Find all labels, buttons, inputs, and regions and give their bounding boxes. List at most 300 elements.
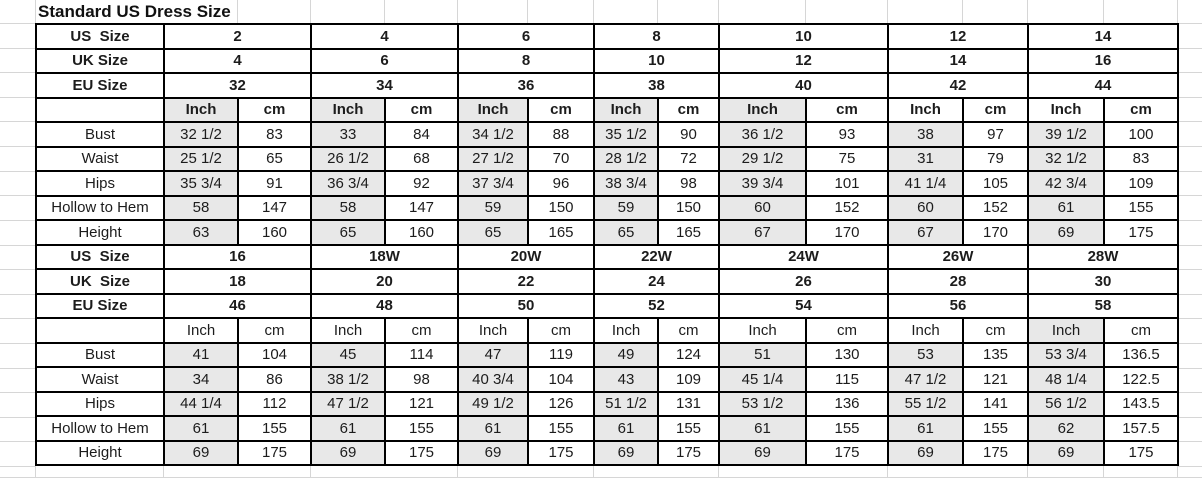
inch-value-cell[interactable]: 69 <box>888 441 963 466</box>
inch-value-cell[interactable]: 28 1/2 <box>594 147 658 172</box>
gridline <box>0 441 35 442</box>
inch-value-cell[interactable]: 69 <box>164 441 238 466</box>
inch-value-cell[interactable]: 36 1/2 <box>719 122 806 147</box>
empty-corner-cell[interactable] <box>36 98 164 123</box>
gridline <box>0 392 35 393</box>
row-label-cell[interactable]: Bust <box>36 343 164 368</box>
inch-value-cell[interactable]: 47 <box>458 343 528 368</box>
cm-value-cell[interactable]: 135 <box>963 343 1028 368</box>
cm-value-cell[interactable]: 157.5 <box>1104 416 1178 441</box>
inch-header-cell[interactable]: Inch <box>311 98 385 123</box>
cm-value-cell[interactable]: 112 <box>238 392 311 417</box>
inch-value-cell[interactable]: 41 1/4 <box>888 171 963 196</box>
inch-value-cell[interactable]: 45 1/4 <box>719 367 806 392</box>
inch-value-cell[interactable]: 38 1/2 <box>311 367 385 392</box>
gridline <box>0 23 35 24</box>
cm-value-cell[interactable]: 114 <box>385 343 458 368</box>
unit-header-row <box>36 318 1178 343</box>
size-cell[interactable]: 4 <box>164 49 311 74</box>
row-label-cell[interactable]: Bust <box>36 122 164 147</box>
cm-value-cell[interactable]: 175 <box>963 441 1028 466</box>
inch-value-cell[interactable]: 65 <box>458 220 528 245</box>
row-label-cell[interactable]: EU Size <box>36 73 164 98</box>
empty-corner-cell[interactable] <box>36 318 164 343</box>
size-cell[interactable]: 28W <box>1028 245 1178 270</box>
cm-value-cell[interactable]: 136.5 <box>1104 343 1178 368</box>
cm-value-cell[interactable]: 104 <box>528 367 594 392</box>
cm-value-cell[interactable]: 170 <box>963 220 1028 245</box>
size-cell[interactable]: 14 <box>1028 24 1178 49</box>
gridline <box>718 466 719 477</box>
gridline <box>0 269 35 270</box>
size-cell[interactable]: 24 <box>594 269 719 294</box>
cm-value-cell[interactable]: 83 <box>238 122 311 147</box>
cm-value-cell[interactable]: 155 <box>528 416 594 441</box>
inch-value-cell[interactable]: 69 <box>311 441 385 466</box>
gridline <box>1177 294 1202 295</box>
cm-value-cell[interactable]: 98 <box>658 171 719 196</box>
size-cell[interactable]: 6 <box>458 24 594 49</box>
size-cell[interactable]: 58 <box>1028 294 1178 319</box>
size-cell[interactable]: 20W <box>458 245 594 270</box>
size-cell[interactable]: 18 <box>164 269 311 294</box>
inch-value-cell[interactable]: 37 3/4 <box>458 171 528 196</box>
size-cell[interactable]: 10 <box>719 24 888 49</box>
cm-value-cell[interactable]: 170 <box>806 220 888 245</box>
gridline <box>0 466 35 467</box>
size-cell[interactable]: 2 <box>164 24 311 49</box>
inch-value-cell[interactable]: 58 <box>311 196 385 221</box>
gridline <box>0 368 35 369</box>
inch-value-cell[interactable]: 44 1/4 <box>164 392 238 417</box>
inch-value-cell[interactable]: 53 3/4 <box>1028 343 1104 368</box>
size-cell[interactable]: 8 <box>458 49 594 74</box>
cm-value-cell[interactable]: 130 <box>806 343 888 368</box>
size-cell[interactable]: 16 <box>164 245 311 270</box>
cm-header-cell[interactable]: cm <box>385 318 458 343</box>
row-label-cell[interactable]: Height <box>36 441 164 466</box>
cm-value-cell[interactable]: 121 <box>963 367 1028 392</box>
row-label-cell[interactable]: US Size <box>36 24 164 49</box>
gridline <box>1177 466 1202 467</box>
gridline <box>0 245 35 246</box>
size-cell[interactable]: 16 <box>1028 49 1178 74</box>
cm-value-cell[interactable]: 175 <box>658 441 719 466</box>
inch-value-cell[interactable]: 53 1/2 <box>719 392 806 417</box>
size-cell[interactable]: 40 <box>719 73 888 98</box>
inch-value-cell[interactable]: 65 <box>311 220 385 245</box>
cm-header-cell[interactable]: cm <box>1104 98 1178 123</box>
inch-value-cell[interactable]: 69 <box>1028 441 1104 466</box>
size-cell[interactable]: 24W <box>719 245 888 270</box>
inch-value-cell[interactable]: 29 1/2 <box>719 147 806 172</box>
inch-value-cell[interactable]: 61 <box>458 416 528 441</box>
gridline <box>805 0 806 23</box>
gridline <box>527 0 528 23</box>
size-cell[interactable]: 4 <box>311 24 458 49</box>
inch-value-cell[interactable]: 59 <box>458 196 528 221</box>
row-label-cell[interactable]: US Size <box>36 245 164 270</box>
cm-value-cell[interactable]: 126 <box>528 392 594 417</box>
row-label-cell[interactable]: Hollow to Hem <box>36 196 164 221</box>
cm-value-cell[interactable]: 147 <box>238 196 311 221</box>
cm-value-cell[interactable]: 150 <box>658 196 719 221</box>
inch-value-cell[interactable]: 59 <box>594 196 658 221</box>
cm-value-cell[interactable]: 88 <box>528 122 594 147</box>
cm-value-cell[interactable]: 93 <box>806 122 888 147</box>
cm-value-cell[interactable]: 92 <box>385 171 458 196</box>
inch-header-cell[interactable]: Inch <box>164 318 238 343</box>
row-label-cell[interactable]: Waist <box>36 367 164 392</box>
inch-value-cell[interactable]: 51 1/2 <box>594 392 658 417</box>
gridline <box>1177 0 1178 23</box>
inch-value-cell[interactable]: 35 3/4 <box>164 171 238 196</box>
inch-value-cell[interactable]: 45 <box>311 343 385 368</box>
cm-value-cell[interactable]: 105 <box>963 171 1028 196</box>
cm-value-cell[interactable]: 155 <box>658 416 719 441</box>
inch-value-cell[interactable]: 53 <box>888 343 963 368</box>
inch-value-cell[interactable]: 42 3/4 <box>1028 171 1104 196</box>
gridline <box>384 0 385 23</box>
row-label-cell[interactable]: EU Size <box>36 294 164 319</box>
size-cell[interactable]: 44 <box>1028 73 1178 98</box>
inch-value-cell[interactable]: 49 1/2 <box>458 392 528 417</box>
inch-value-cell[interactable]: 67 <box>888 220 963 245</box>
cm-header-cell[interactable]: cm <box>238 98 311 123</box>
inch-value-cell[interactable]: 63 <box>164 220 238 245</box>
gridline <box>310 466 311 477</box>
gridline <box>0 146 35 147</box>
gridline <box>1177 146 1202 147</box>
gridline <box>718 0 719 23</box>
cm-value-cell[interactable]: 165 <box>528 220 594 245</box>
row-label-cell[interactable]: Waist <box>36 147 164 172</box>
size-cell[interactable]: 22 <box>458 269 594 294</box>
gridline <box>1177 48 1202 49</box>
cm-value-cell[interactable]: 175 <box>528 441 594 466</box>
size-cell[interactable]: 30 <box>1028 269 1178 294</box>
gridline <box>593 466 594 477</box>
inch-value-cell[interactable]: 61 <box>888 416 963 441</box>
inch-value-cell[interactable]: 27 1/2 <box>458 147 528 172</box>
inch-value-cell[interactable]: 38 3/4 <box>594 171 658 196</box>
cm-value-cell[interactable]: 75 <box>806 147 888 172</box>
cm-value-cell[interactable]: 104 <box>238 343 311 368</box>
inch-header-cell[interactable]: Inch <box>1028 318 1104 343</box>
cm-value-cell[interactable]: 175 <box>385 441 458 466</box>
size-cell[interactable]: 50 <box>458 294 594 319</box>
size-cell[interactable]: 32 <box>164 73 311 98</box>
inch-value-cell[interactable]: 65 <box>594 220 658 245</box>
cm-value-cell[interactable]: 72 <box>658 147 719 172</box>
gridline <box>310 0 311 23</box>
cm-header-cell[interactable]: cm <box>658 318 719 343</box>
gridline <box>457 466 458 477</box>
measurement-row <box>36 122 1178 147</box>
inch-header-cell[interactable]: Inch <box>1028 98 1104 123</box>
cm-header-cell[interactable]: cm <box>238 318 311 343</box>
cm-value-cell[interactable]: 86 <box>238 367 311 392</box>
inch-value-cell[interactable]: 35 1/2 <box>594 122 658 147</box>
size-cell[interactable]: 8 <box>594 24 719 49</box>
gridline <box>1177 121 1202 122</box>
inch-value-cell[interactable]: 69 <box>594 441 658 466</box>
gridline <box>163 466 164 477</box>
inch-value-cell[interactable]: 39 1/2 <box>1028 122 1104 147</box>
gridline <box>0 72 35 73</box>
sheet-title[interactable]: Standard US Dress Size <box>38 1 234 22</box>
cm-header-cell[interactable]: cm <box>658 98 719 123</box>
size-cell[interactable]: 26 <box>719 269 888 294</box>
gridline <box>0 48 35 49</box>
measurement-row <box>36 367 1178 392</box>
cm-value-cell[interactable]: 97 <box>963 122 1028 147</box>
inch-header-cell[interactable]: Inch <box>458 318 528 343</box>
inch-value-cell[interactable]: 69 <box>719 441 806 466</box>
gridline <box>1027 0 1028 23</box>
size-chart-table <box>35 23 1179 466</box>
inch-value-cell[interactable]: 25 1/2 <box>164 147 238 172</box>
inch-value-cell[interactable]: 47 1/2 <box>311 392 385 417</box>
inch-header-cell[interactable]: Inch <box>888 318 963 343</box>
cm-header-cell[interactable]: cm <box>806 98 888 123</box>
gridline <box>0 97 35 98</box>
measurement-row <box>36 343 1178 368</box>
inch-value-cell[interactable]: 48 1/4 <box>1028 367 1104 392</box>
cm-value-cell[interactable]: 70 <box>528 147 594 172</box>
inch-value-cell[interactable]: 60 <box>719 196 806 221</box>
inch-value-cell[interactable]: 31 <box>888 147 963 172</box>
cm-value-cell[interactable]: 175 <box>806 441 888 466</box>
cm-value-cell[interactable]: 83 <box>1104 147 1178 172</box>
size-cell[interactable]: 26W <box>888 245 1028 270</box>
row-label-cell[interactable]: UK Size <box>36 269 164 294</box>
cm-value-cell[interactable]: 79 <box>963 147 1028 172</box>
row-label-cell[interactable]: Hollow to Hem <box>36 416 164 441</box>
size-row <box>36 49 1178 74</box>
cm-value-cell[interactable]: 91 <box>238 171 311 196</box>
gridline <box>1177 368 1202 369</box>
gridline <box>887 0 888 23</box>
inch-value-cell[interactable]: 67 <box>719 220 806 245</box>
size-cell[interactable]: 38 <box>594 73 719 98</box>
gridline <box>0 318 35 319</box>
cm-header-cell[interactable]: cm <box>528 318 594 343</box>
size-cell[interactable]: 56 <box>888 294 1028 319</box>
cm-value-cell[interactable]: 155 <box>806 416 888 441</box>
cm-value-cell[interactable]: 155 <box>963 416 1028 441</box>
inch-value-cell[interactable]: 39 3/4 <box>719 171 806 196</box>
gridline <box>887 466 888 477</box>
inch-value-cell[interactable]: 58 <box>164 196 238 221</box>
inch-value-cell[interactable]: 38 <box>888 122 963 147</box>
cm-value-cell[interactable]: 155 <box>238 416 311 441</box>
size-cell[interactable]: 46 <box>164 294 311 319</box>
measurement-row <box>36 196 1178 221</box>
gridline <box>1177 195 1202 196</box>
cm-value-cell[interactable]: 84 <box>385 122 458 147</box>
size-cell[interactable]: 14 <box>888 49 1028 74</box>
cm-value-cell[interactable]: 152 <box>963 196 1028 221</box>
size-cell[interactable]: 20 <box>311 269 458 294</box>
inch-header-cell[interactable]: Inch <box>594 318 658 343</box>
inch-header-cell[interactable]: Inch <box>311 318 385 343</box>
cm-value-cell[interactable]: 160 <box>385 220 458 245</box>
inch-value-cell[interactable]: 47 1/2 <box>888 367 963 392</box>
gridline <box>0 343 35 344</box>
inch-value-cell[interactable]: 60 <box>888 196 963 221</box>
inch-header-cell[interactable]: Inch <box>458 98 528 123</box>
cm-value-cell[interactable]: 96 <box>528 171 594 196</box>
inch-header-cell[interactable]: Inch <box>594 98 658 123</box>
gridline <box>0 294 35 295</box>
size-cell[interactable]: 22W <box>594 245 719 270</box>
cm-value-cell[interactable]: 136 <box>806 392 888 417</box>
gridline <box>35 0 36 23</box>
cm-value-cell[interactable]: 90 <box>658 122 719 147</box>
row-label-cell[interactable]: Hips <box>36 171 164 196</box>
inch-value-cell[interactable]: 61 <box>719 416 806 441</box>
gridline <box>1177 171 1202 172</box>
gridline <box>1103 466 1104 477</box>
inch-value-cell[interactable]: 51 <box>719 343 806 368</box>
row-label-cell[interactable]: Height <box>36 220 164 245</box>
inch-header-cell[interactable]: Inch <box>888 98 963 123</box>
unit-header-row <box>36 98 1178 123</box>
inch-value-cell[interactable]: 49 <box>594 343 658 368</box>
size-cell[interactable]: 52 <box>594 294 719 319</box>
size-row <box>36 294 1178 319</box>
cm-value-cell[interactable]: 119 <box>528 343 594 368</box>
size-cell[interactable]: 48 <box>311 294 458 319</box>
size-row <box>36 269 1178 294</box>
size-row <box>36 24 1178 49</box>
cm-value-cell[interactable]: 175 <box>1104 441 1178 466</box>
gridline <box>0 195 35 196</box>
inch-value-cell[interactable]: 40 3/4 <box>458 367 528 392</box>
size-cell[interactable]: 12 <box>888 24 1028 49</box>
size-cell[interactable]: 18W <box>311 245 458 270</box>
cm-header-cell[interactable]: cm <box>385 98 458 123</box>
cm-value-cell[interactable]: 152 <box>806 196 888 221</box>
cm-value-cell[interactable]: 165 <box>658 220 719 245</box>
size-cell[interactable]: 6 <box>311 49 458 74</box>
cm-value-cell[interactable]: 131 <box>658 392 719 417</box>
gridline <box>1177 245 1202 246</box>
inch-value-cell[interactable]: 34 <box>164 367 238 392</box>
cm-value-cell[interactable]: 121 <box>385 392 458 417</box>
gridline <box>962 0 963 23</box>
cm-value-cell[interactable]: 124 <box>658 343 719 368</box>
gridline <box>1027 466 1028 477</box>
size-row <box>36 245 1178 270</box>
gridline <box>237 0 238 23</box>
inch-value-cell[interactable]: 69 <box>458 441 528 466</box>
cm-header-cell[interactable]: cm <box>963 318 1028 343</box>
cm-value-cell[interactable]: 141 <box>963 392 1028 417</box>
size-cell[interactable]: 10 <box>594 49 719 74</box>
cm-header-cell[interactable]: cm <box>806 318 888 343</box>
cm-value-cell[interactable]: 115 <box>806 367 888 392</box>
measurement-row <box>36 220 1178 245</box>
cm-header-cell[interactable]: cm <box>1104 318 1178 343</box>
measurement-row <box>36 171 1178 196</box>
size-cell[interactable]: 28 <box>888 269 1028 294</box>
row-label-cell[interactable]: Hips <box>36 392 164 417</box>
gridline <box>1177 220 1202 221</box>
inch-value-cell[interactable]: 43 <box>594 367 658 392</box>
cm-value-cell[interactable]: 147 <box>385 196 458 221</box>
gridline <box>657 0 658 23</box>
inch-value-cell[interactable]: 36 3/4 <box>311 171 385 196</box>
inch-header-cell[interactable]: Inch <box>719 98 806 123</box>
measurement-row <box>36 147 1178 172</box>
size-cell[interactable]: 34 <box>311 73 458 98</box>
cm-header-cell[interactable]: cm <box>963 98 1028 123</box>
cm-value-cell[interactable]: 155 <box>385 416 458 441</box>
cm-value-cell[interactable]: 175 <box>1104 220 1178 245</box>
cm-value-cell[interactable]: 109 <box>658 367 719 392</box>
cm-value-cell[interactable]: 68 <box>385 147 458 172</box>
size-chart-body <box>36 24 1178 465</box>
cm-value-cell[interactable]: 100 <box>1104 122 1178 147</box>
inch-value-cell[interactable]: 61 <box>311 416 385 441</box>
gridline <box>0 121 35 122</box>
inch-value-cell[interactable]: 61 <box>1028 196 1104 221</box>
cm-value-cell[interactable]: 101 <box>806 171 888 196</box>
inch-value-cell[interactable]: 32 1/2 <box>164 122 238 147</box>
gridline <box>1177 318 1202 319</box>
inch-value-cell[interactable]: 69 <box>1028 220 1104 245</box>
gridline <box>1177 97 1202 98</box>
inch-value-cell[interactable]: 61 <box>164 416 238 441</box>
cm-value-cell[interactable]: 143.5 <box>1104 392 1178 417</box>
size-cell[interactable]: 12 <box>719 49 888 74</box>
inch-value-cell[interactable]: 61 <box>594 416 658 441</box>
cm-value-cell[interactable]: 150 <box>528 196 594 221</box>
inch-value-cell[interactable]: 32 1/2 <box>1028 147 1104 172</box>
inch-value-cell[interactable]: 26 1/2 <box>311 147 385 172</box>
inch-value-cell[interactable]: 62 <box>1028 416 1104 441</box>
inch-value-cell[interactable]: 41 <box>164 343 238 368</box>
inch-value-cell[interactable]: 33 <box>311 122 385 147</box>
inch-value-cell[interactable]: 56 1/2 <box>1028 392 1104 417</box>
cm-value-cell[interactable]: 175 <box>238 441 311 466</box>
size-cell[interactable]: 42 <box>888 73 1028 98</box>
gridline <box>1177 441 1202 442</box>
gridline <box>0 220 35 221</box>
cm-header-cell[interactable]: cm <box>528 98 594 123</box>
cm-value-cell[interactable]: 65 <box>238 147 311 172</box>
cm-value-cell[interactable]: 160 <box>238 220 311 245</box>
measurement-row <box>36 392 1178 417</box>
inch-header-cell[interactable]: Inch <box>164 98 238 123</box>
inch-header-cell[interactable]: Inch <box>719 318 806 343</box>
size-cell[interactable]: 54 <box>719 294 888 319</box>
size-cell[interactable]: 36 <box>458 73 594 98</box>
row-label-cell[interactable]: UK Size <box>36 49 164 74</box>
inch-value-cell[interactable]: 34 1/2 <box>458 122 528 147</box>
inch-value-cell[interactable]: 55 1/2 <box>888 392 963 417</box>
cm-value-cell[interactable]: 122.5 <box>1104 367 1178 392</box>
cm-value-cell[interactable]: 155 <box>1104 196 1178 221</box>
cm-value-cell[interactable]: 98 <box>385 367 458 392</box>
gridline <box>1177 343 1202 344</box>
size-row <box>36 73 1178 98</box>
measurement-row <box>36 416 1178 441</box>
gridline <box>1177 392 1202 393</box>
cm-value-cell[interactable]: 109 <box>1104 171 1178 196</box>
